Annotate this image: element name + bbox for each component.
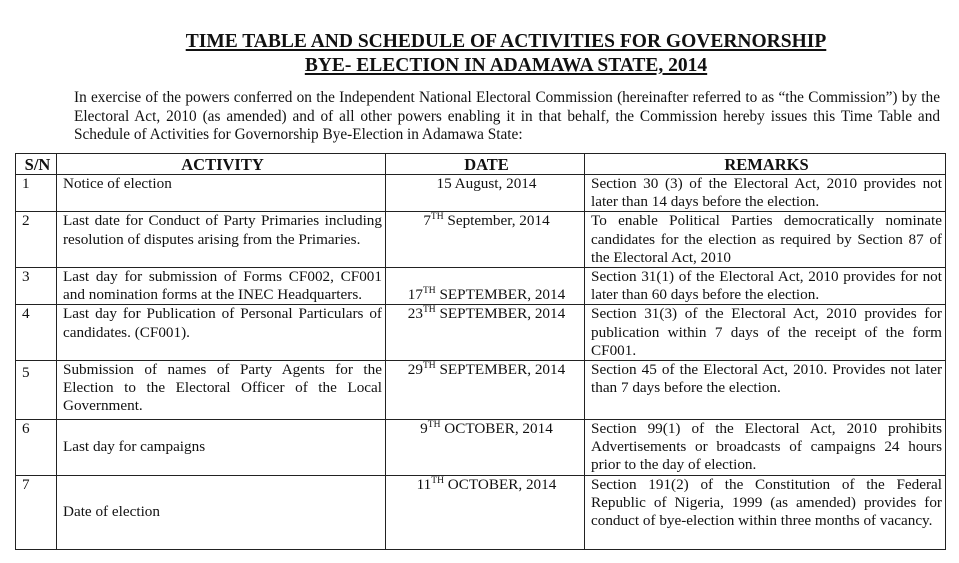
document-title-line-2: BYE- ELECTION IN ADAMAWA STATE, 2014 (304, 55, 708, 76)
row-date (386, 420, 585, 476)
row-activity: Last day for Publication of Personal Particulars of candidates. (CF001). (57, 305, 386, 361)
header-date: DATE (386, 154, 585, 175)
row-remarks: Section 99(1) of the Electoral Act, 2010 prohibits Advertisements or broadcasts of campaigns 24 hours prior to the day of election. (585, 420, 946, 476)
row-remarks: Section 191(2) of the Constitution of the Federal Republic of Nigeria, 1999 (as amended) provides for conduct of bye-election within three months of vacancy. (585, 476, 946, 550)
header-activity: ACTIVITY (57, 154, 386, 175)
date-ordinal: TH (422, 286, 436, 297)
row-date (386, 212, 585, 268)
date-rest: OCTOBER, 2014 (440, 420, 553, 438)
table-row (16, 212, 946, 268)
row-sn: 6 (16, 420, 57, 476)
date-rest: SEPTEMBER, 2014 (435, 361, 566, 379)
date-day: 23 (407, 305, 423, 323)
row-sn: 7 (16, 476, 57, 550)
table-row (16, 420, 946, 476)
row-sn: 5 (16, 361, 57, 420)
table-row (16, 268, 946, 305)
date-ordinal: TH (430, 212, 444, 223)
row-activity: Date of election (57, 476, 386, 550)
date-rest: SEPTEMBER, 2014 (435, 286, 566, 304)
date-day: 17 (407, 286, 423, 304)
row-sn: 4 (16, 305, 57, 361)
row-sn: 1 (16, 175, 57, 212)
table-row (16, 476, 946, 550)
row-activity: Submission of names of Party Agents for the Election to the Electoral Officer of the Local Government. (57, 361, 386, 420)
date-day: 29 (407, 361, 423, 379)
date-day: 15 August, 2014 (436, 175, 537, 192)
table-row (16, 175, 946, 212)
row-remarks: Section 31(3) of the Electoral Act, 2010 provides for publication within 7 days of the receipt of the form CF001. (585, 305, 946, 361)
row-remarks: Section 45 of the Electoral Act, 2010. Provides not later than 7 days before the election. (585, 361, 946, 420)
row-date (386, 476, 585, 550)
date-ordinal: TH (431, 475, 444, 486)
row-activity: Last day for campaigns (57, 420, 386, 476)
date-day: 7 (423, 212, 431, 230)
date-rest: SEPTEMBER, 2014 (435, 305, 566, 323)
date-day: 11 (416, 476, 432, 494)
table-row (16, 305, 946, 361)
date-ordinal: TH (422, 305, 436, 316)
schedule-table (15, 153, 946, 550)
intro-paragraph: In exercise of the powers conferred on the Independent National Electoral Commission (hereinafter referred to as “the Commission”) by the Electoral Act, 2010 (as amended) and of all other powers enabling it in that behalf, the Commission hereby issues this Time Table and Schedule of Activities for Governorship Bye-Election in Adamawa State: (74, 89, 940, 144)
date-rest: OCTOBER, 2014 (443, 476, 557, 494)
table-header-row (16, 154, 946, 175)
row-date (386, 268, 585, 305)
row-date (386, 361, 585, 420)
row-sn: 2 (16, 212, 57, 268)
document-title-line-1: TIME TABLE AND SCHEDULE OF ACTIVITIES FOR GOVERNORSHIP (185, 31, 827, 52)
row-remarks: Section 30 (3) of the Electoral Act, 2010 provides not later than 14 days before the election. (585, 175, 946, 212)
date-ordinal: TH (427, 419, 441, 430)
table-row (16, 361, 946, 420)
row-activity: Notice of election (57, 175, 386, 212)
date-ordinal: TH (422, 360, 436, 371)
header-remarks: REMARKS (585, 154, 946, 175)
header-sn: S/N (16, 154, 57, 175)
row-remarks: To enable Political Parties democratically nominate candidates for the election as required by Section 87 of the Electoral Act, 2010 (585, 212, 946, 268)
row-activity: Last day for submission of Forms CF002, CF001 and nomination forms at the INEC Headquarters. (57, 268, 386, 305)
row-remarks: Section 31(1) of the Electoral Act, 2010 provides for not later than 60 days before the election. (585, 268, 946, 305)
row-activity: Last date for Conduct of Party Primaries including resolution of disputes arising from the Primaries. (57, 212, 386, 268)
date-rest: September, 2014 (443, 212, 550, 230)
date-day: 9 (420, 420, 428, 438)
row-sn: 3 (16, 268, 57, 305)
row-date (386, 305, 585, 361)
row-date (386, 175, 585, 212)
